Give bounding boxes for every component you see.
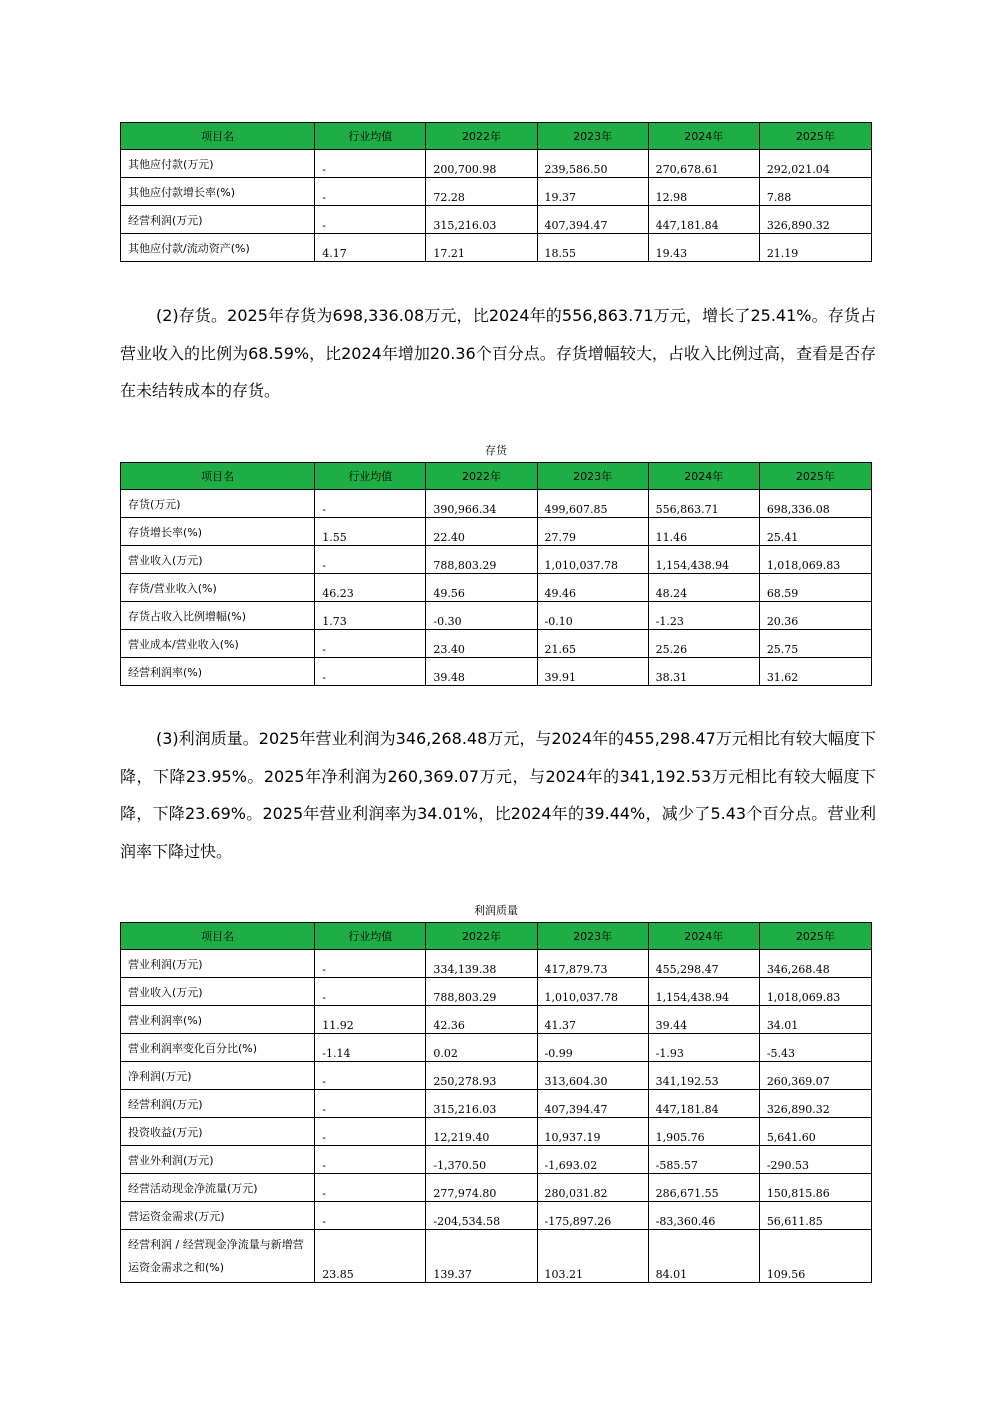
table-cell: 23.85 <box>315 1230 426 1283</box>
row-label: 营业外利润(万元) <box>121 1146 315 1174</box>
table-cell: -0.10 <box>537 602 648 630</box>
column-header: 2023年 <box>537 463 648 490</box>
row-label: 经营利润(万元) <box>121 1090 315 1118</box>
table-header-row <box>121 923 872 950</box>
table-cell: 38.31 <box>648 658 759 686</box>
table-cell: 200,700.98 <box>426 150 537 178</box>
table-row <box>121 518 872 546</box>
table-cell: -0.99 <box>537 1034 648 1062</box>
table-cell: 12.98 <box>648 178 759 206</box>
table-cell: 1,010,037.78 <box>537 978 648 1006</box>
table-cell: 25.41 <box>759 518 871 546</box>
profit-quality-table <box>120 922 872 1283</box>
table-cell: 23.40 <box>426 630 537 658</box>
table-cell: - <box>315 206 426 234</box>
table-cell: 1,154,438.94 <box>648 546 759 574</box>
table-cell: -0.30 <box>426 602 537 630</box>
table-cell: 49.46 <box>537 574 648 602</box>
table-cell: -83,360.46 <box>648 1202 759 1230</box>
table-cell: 1,018,069.83 <box>759 546 871 574</box>
row-label: 营业收入(万元) <box>121 546 315 574</box>
table-cell: -204,534.58 <box>426 1202 537 1230</box>
table-cell: 277,974.80 <box>426 1174 537 1202</box>
table-cell: 21.65 <box>537 630 648 658</box>
table-cell: -5.43 <box>759 1034 871 1062</box>
table-cell: 447,181.84 <box>648 1090 759 1118</box>
row-label: 经营利润 / 经营现金净流量与新增营运资金需求之和(%) <box>121 1230 315 1283</box>
table-row <box>121 490 872 518</box>
table-row <box>121 234 872 262</box>
inventory-table <box>120 462 872 686</box>
table-cell: 68.59 <box>759 574 871 602</box>
table-cell: 315,216.03 <box>426 1090 537 1118</box>
table-cell: 447,181.84 <box>648 206 759 234</box>
table-cell: 788,803.29 <box>426 546 537 574</box>
column-header: 行业均值 <box>315 123 426 150</box>
column-header: 2024年 <box>648 463 759 490</box>
table-cell: - <box>315 1062 426 1090</box>
table-cell: 260,369.07 <box>759 1062 871 1090</box>
table-row <box>121 1202 872 1230</box>
table-cell: 499,607.85 <box>537 490 648 518</box>
table-cell: 11.46 <box>648 518 759 546</box>
table-cell: -1.23 <box>648 602 759 630</box>
table-cell: 1.73 <box>315 602 426 630</box>
row-label: 存货(万元) <box>121 490 315 518</box>
column-header: 项目名 <box>121 463 315 490</box>
table-cell: 17.21 <box>426 234 537 262</box>
table-header-row <box>121 463 872 490</box>
table-cell: - <box>315 1174 426 1202</box>
table-cell: 5,641.60 <box>759 1118 871 1146</box>
inventory-table-caption: 存货 <box>485 444 507 457</box>
table-cell: - <box>315 150 426 178</box>
table-cell: 0.02 <box>426 1034 537 1062</box>
table-cell: 72.28 <box>426 178 537 206</box>
table-cell: 41.37 <box>537 1006 648 1034</box>
column-header: 2025年 <box>759 123 871 150</box>
table-cell: 42.36 <box>426 1006 537 1034</box>
column-header: 2023年 <box>537 123 648 150</box>
row-label: 经营活动现金净流量(万元) <box>121 1174 315 1202</box>
other-payables-table <box>120 122 872 262</box>
table-cell: 34.01 <box>759 1006 871 1034</box>
table-cell: -585.57 <box>648 1146 759 1174</box>
table-row <box>121 1146 872 1174</box>
table-cell: - <box>315 950 426 978</box>
table-cell: - <box>315 546 426 574</box>
row-label: 营业利润率变化百分比(%) <box>121 1034 315 1062</box>
table-cell: 46.23 <box>315 574 426 602</box>
column-header: 2023年 <box>537 923 648 950</box>
table-cell: 19.37 <box>537 178 648 206</box>
column-header: 2025年 <box>759 463 871 490</box>
table-cell: 556,863.71 <box>648 490 759 518</box>
table-cell: - <box>315 978 426 1006</box>
table-cell: - <box>315 1146 426 1174</box>
table-row <box>121 602 872 630</box>
table-cell: 455,298.47 <box>648 950 759 978</box>
profit-quality-table-caption: 利润质量 <box>474 904 518 917</box>
table-cell: 286,671.55 <box>648 1174 759 1202</box>
table-cell: 1.55 <box>315 518 426 546</box>
table-cell: 341,192.53 <box>648 1062 759 1090</box>
table-row <box>121 1006 872 1034</box>
row-label: 其他应付款(万元) <box>121 150 315 178</box>
table-cell: - <box>315 178 426 206</box>
table-row <box>121 546 872 574</box>
table-cell: 19.43 <box>648 234 759 262</box>
row-label: 投资收益(万元) <box>121 1118 315 1146</box>
column-header: 2022年 <box>426 123 537 150</box>
table-cell: 315,216.03 <box>426 206 537 234</box>
table-cell: -1,693.02 <box>537 1146 648 1174</box>
table-cell: 698,336.08 <box>759 490 871 518</box>
table-cell: 20.36 <box>759 602 871 630</box>
column-header: 2022年 <box>426 923 537 950</box>
table-cell: 139.37 <box>426 1230 537 1283</box>
table-row <box>121 1230 872 1283</box>
table-cell: -1,370.50 <box>426 1146 537 1174</box>
table-cell: 250,278.93 <box>426 1062 537 1090</box>
table-cell: 1,018,069.83 <box>759 978 871 1006</box>
table-cell: - <box>315 1118 426 1146</box>
table-cell: 21.19 <box>759 234 871 262</box>
table-cell: 39.48 <box>426 658 537 686</box>
row-label: 存货占收入比例增幅(%) <box>121 602 315 630</box>
table-row <box>121 1090 872 1118</box>
column-header: 2024年 <box>648 123 759 150</box>
table-row <box>121 1174 872 1202</box>
row-label: 营业利润率(%) <box>121 1006 315 1034</box>
table-cell: 239,586.50 <box>537 150 648 178</box>
table-cell: 1,010,037.78 <box>537 546 648 574</box>
table-row <box>121 178 872 206</box>
row-label: 经营利润率(%) <box>121 658 315 686</box>
table-cell: 280,031.82 <box>537 1174 648 1202</box>
profit-quality-paragraph: (3)利润质量。2025年营业利润为346,268.48万元，与2024年的455,298.47万元相比有较大幅度下降，下降23.95%。2025年净利润为260,369.07万元，与2024年的341,192.53万元相比有较大幅度下降，下降23.69%。2025年营业利润率为34.01%，比2024年的39.44%，减少了5.43个百分点。营业利润率下降过快。 <box>120 729 876 861</box>
table-cell: 7.88 <box>759 178 871 206</box>
table-cell: 313,604.30 <box>537 1062 648 1090</box>
column-header: 2024年 <box>648 923 759 950</box>
table-cell: 27.79 <box>537 518 648 546</box>
table-header-row <box>121 123 872 150</box>
row-label: 其他应付款/流动资产(%) <box>121 234 315 262</box>
table-cell: - <box>315 1202 426 1230</box>
column-header: 2022年 <box>426 463 537 490</box>
table-cell: 326,890.32 <box>759 206 871 234</box>
column-header: 2025年 <box>759 923 871 950</box>
table-row <box>121 950 872 978</box>
table-cell: -1.93 <box>648 1034 759 1062</box>
table-cell: 390,966.34 <box>426 490 537 518</box>
row-label: 净利润(万元) <box>121 1062 315 1090</box>
table-cell: 31.62 <box>759 658 871 686</box>
table-cell: 39.44 <box>648 1006 759 1034</box>
table-cell: 407,394.47 <box>537 1090 648 1118</box>
column-header: 项目名 <box>121 923 315 950</box>
table-cell: 12,219.40 <box>426 1118 537 1146</box>
table-cell: 84.01 <box>648 1230 759 1283</box>
table-cell: -290.53 <box>759 1146 871 1174</box>
table-row <box>121 150 872 178</box>
table-cell: 10,937.19 <box>537 1118 648 1146</box>
table-cell: 407,394.47 <box>537 206 648 234</box>
table-cell: 109.56 <box>759 1230 871 1283</box>
table-cell: 326,890.32 <box>759 1090 871 1118</box>
table-cell: 1,154,438.94 <box>648 978 759 1006</box>
table-cell: 48.24 <box>648 574 759 602</box>
row-label: 经营利润(万元) <box>121 206 315 234</box>
table-cell: - <box>315 1090 426 1118</box>
table-cell: 18.55 <box>537 234 648 262</box>
table-cell: 39.91 <box>537 658 648 686</box>
row-label: 营运资金需求(万元) <box>121 1202 315 1230</box>
row-label: 存货增长率(%) <box>121 518 315 546</box>
table-row <box>121 630 872 658</box>
table-cell: 4.17 <box>315 234 426 262</box>
table-cell: - <box>315 630 426 658</box>
table-row <box>121 978 872 1006</box>
table-cell: 334,139.38 <box>426 950 537 978</box>
row-label: 其他应付款增长率(%) <box>121 178 315 206</box>
column-header: 行业均值 <box>315 923 426 950</box>
column-header: 行业均值 <box>315 463 426 490</box>
row-label: 营业收入(万元) <box>121 978 315 1006</box>
row-label: 营业成本/营业收入(%) <box>121 630 315 658</box>
table-cell: -175,897.26 <box>537 1202 648 1230</box>
table-cell: 22.40 <box>426 518 537 546</box>
table-cell: 56,611.85 <box>759 1202 871 1230</box>
table-cell: - <box>315 658 426 686</box>
table-cell: 11.92 <box>315 1006 426 1034</box>
inventory-paragraph: (2)存货。2025年存货为698,336.08万元，比2024年的556,863.71万元，增长了25.41%。存货占营业收入的比例为68.59%，比2024年增加20.36个百分点。存货增幅较大，占收入比例过高，查看是否存在未结转成本的存货。 <box>120 306 876 400</box>
table-cell: 150,815.86 <box>759 1174 871 1202</box>
table-cell: 1,905.76 <box>648 1118 759 1146</box>
table-cell: 270,678.61 <box>648 150 759 178</box>
table-row <box>121 1034 872 1062</box>
row-label: 营业利润(万元) <box>121 950 315 978</box>
table-cell: 49.56 <box>426 574 537 602</box>
table-cell: 788,803.29 <box>426 978 537 1006</box>
table-row <box>121 1062 872 1090</box>
table-cell: -1.14 <box>315 1034 426 1062</box>
table-cell: 25.75 <box>759 630 871 658</box>
table-row <box>121 658 872 686</box>
table-cell: 25.26 <box>648 630 759 658</box>
row-label: 存货/营业收入(%) <box>121 574 315 602</box>
table-cell: 103.21 <box>537 1230 648 1283</box>
column-header: 项目名 <box>121 123 315 150</box>
table-row <box>121 206 872 234</box>
table-cell: - <box>315 490 426 518</box>
table-cell: 292,021.04 <box>759 150 871 178</box>
table-row <box>121 574 872 602</box>
table-row <box>121 1118 872 1146</box>
table-cell: 346,268.48 <box>759 950 871 978</box>
table-cell: 417,879.73 <box>537 950 648 978</box>
